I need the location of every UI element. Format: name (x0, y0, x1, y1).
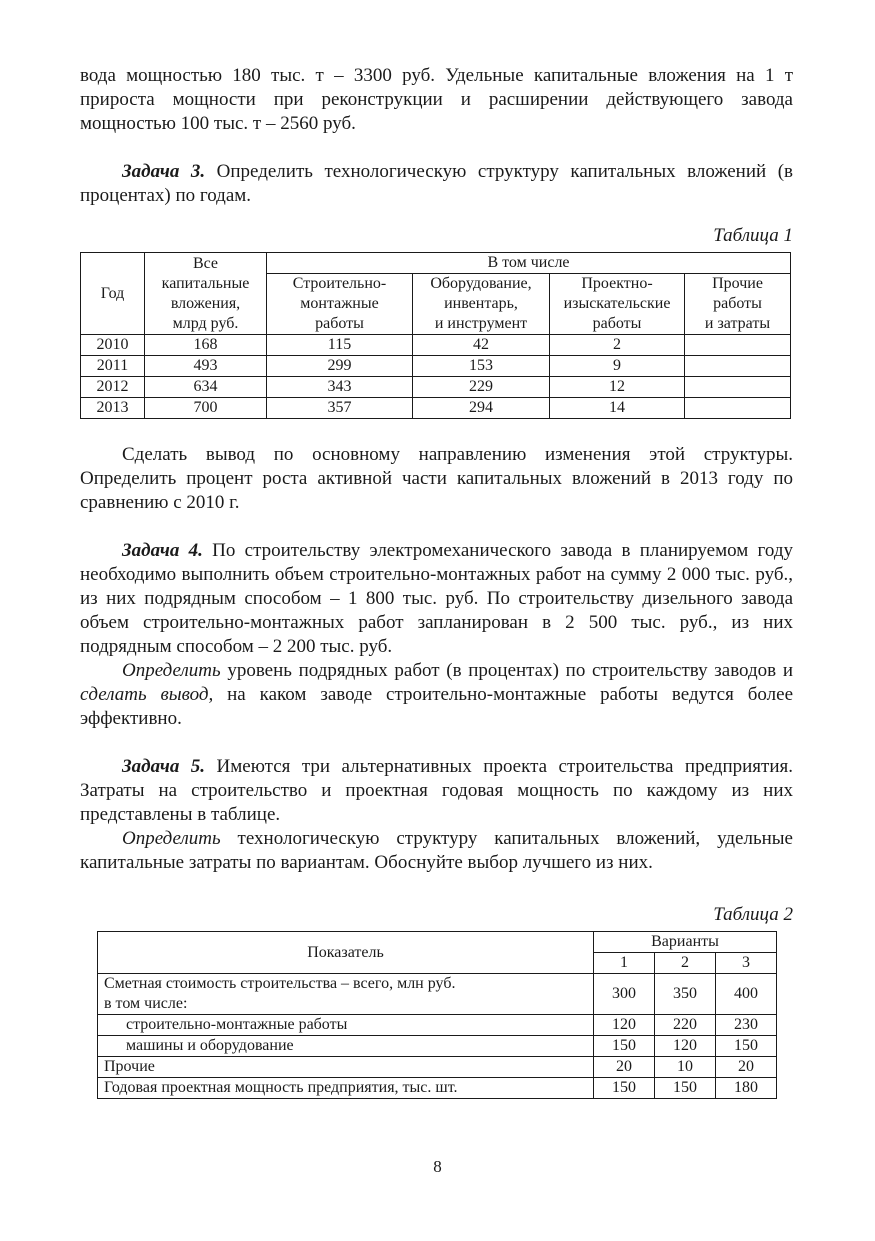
h4-l2: работы (713, 295, 762, 312)
row1-line2: в том числе: (104, 995, 188, 1012)
cell (685, 335, 791, 356)
cell: 120 (655, 1036, 716, 1057)
table1-header-group: В том числе (267, 253, 791, 274)
task5-t: технологическую структуру капитальных вложений, удельные капитальные затраты по вариантам. Обоснуйте выбор лучшего из них. (80, 828, 793, 873)
cell: 150 (594, 1036, 655, 1057)
table1 (80, 252, 791, 419)
variant-3: 3 (716, 953, 777, 974)
task4-em2: сделать вывод, (80, 684, 214, 705)
h3-l2: изыскательские (563, 295, 671, 312)
table-row (81, 398, 791, 419)
table1-header-total (145, 253, 267, 335)
h-total-l2: капитальные (161, 274, 250, 292)
cell: 150 (655, 1078, 716, 1099)
task5-label: Задача 5. (122, 756, 206, 777)
table-row (81, 335, 791, 356)
task5-paragraph-2 (80, 827, 793, 875)
table-row (81, 356, 791, 377)
cell: 343 (267, 377, 413, 398)
task4-text: По строительству электромеханического завода в планируемом году необходимо выполнить объем строительно-монтажных работ на сумму 2 000 тыс. руб., из них подрядным способом – 1 800 тыс. руб. По строительству дизельного завода объем строительно-монтажных работ запланирован в 2 500 тыс. руб., из них подрядным способом – 2 200 тыс. руб. (80, 540, 793, 657)
cell (685, 356, 791, 377)
task4-em1: Определить (122, 660, 221, 681)
h-total-l4: млрд руб. (172, 314, 239, 332)
task4-t1: уровень подрядных работ (в процентах) по строительству заводов и (220, 660, 793, 681)
variant-2: 2 (655, 953, 716, 974)
row-label: Прочие (98, 1057, 594, 1078)
cell: 220 (655, 1015, 716, 1036)
h1-l2: монтажные (300, 295, 379, 312)
row1-label (98, 974, 594, 1015)
table-row (98, 1078, 777, 1099)
cell: 20 (716, 1057, 777, 1078)
cell: 300 (594, 974, 655, 1015)
after-table1-paragraph: Сделать вывод по основному направлению изменения этой структуры. Определить процент роста активной части капитальных вложений в 2013 году по сравнению с 2010 г. (80, 444, 793, 513)
cell: 299 (267, 356, 413, 377)
cell: 2010 (81, 335, 145, 356)
cell: 150 (716, 1036, 777, 1057)
task5-text: Имеются три альтернативных проекта строительства предприятия. Затраты на строительство и проектная годовая мощность по каждому из них представлены в таблице. (80, 756, 793, 825)
cell: 14 (550, 398, 685, 419)
h3-l1: Проектно- (581, 275, 653, 292)
table2 (97, 931, 777, 1099)
cell: 493 (145, 356, 267, 377)
table1-header-col3 (550, 274, 685, 335)
cell: 180 (716, 1078, 777, 1099)
cell: 153 (413, 356, 550, 377)
cell: 700 (145, 398, 267, 419)
task3-paragraph (80, 160, 793, 208)
page-number: 8 (433, 1157, 442, 1176)
h4-l3: и затраты (704, 315, 771, 332)
table2-caption: Таблица 2 (713, 904, 793, 925)
cell: 294 (413, 398, 550, 419)
task5-paragraph (80, 755, 793, 827)
cell: 10 (655, 1057, 716, 1078)
task4-t2: на каком заводе строительно-монтажные работы ведутся более эффективно. (80, 684, 794, 729)
row-label: машины и оборудование (98, 1036, 594, 1057)
task4-paragraph-2 (80, 659, 793, 731)
table1-header-col4 (685, 274, 791, 335)
cell: 9 (550, 356, 685, 377)
table-row (98, 1015, 777, 1036)
cell: 229 (413, 377, 550, 398)
h3-l3: работы (592, 315, 642, 332)
task3-text: Определить технологическую структуру капитальных вложений (в процентах) по годам. (80, 161, 793, 206)
h2-l2: инвентарь, (444, 295, 518, 312)
table2-header-variants: Варианты (594, 932, 777, 953)
h-total-l1: Все (192, 254, 219, 272)
cell: 2 (550, 335, 685, 356)
cell (685, 398, 791, 419)
h2-l3: и инструмент (434, 315, 528, 332)
cell: 150 (594, 1078, 655, 1099)
cell: 350 (655, 974, 716, 1015)
cell: 634 (145, 377, 267, 398)
cell: 357 (267, 398, 413, 419)
row1-line1: Сметная стоимость строительства – всего, млн руб. (104, 975, 456, 992)
cell: 12 (550, 377, 685, 398)
task5-em: Определить (122, 828, 221, 849)
cell: 230 (716, 1015, 777, 1036)
page-content (80, 64, 793, 1099)
table-row (98, 1057, 777, 1078)
table1-header-year: Год (81, 253, 145, 335)
cell: 42 (413, 335, 550, 356)
h1-l3: работы (315, 315, 364, 332)
h2-l1: Оборудование, (430, 275, 532, 292)
h1-l1: Строительно- (292, 275, 387, 292)
cell: 400 (716, 974, 777, 1015)
table-row (98, 1036, 777, 1057)
row-label: строительно-монтажные работы (98, 1015, 594, 1036)
h-total-l3: вложения, (170, 294, 241, 312)
task4-paragraph (80, 539, 793, 659)
cell: 115 (267, 335, 413, 356)
table1-header-col1 (267, 274, 413, 335)
cell: 2011 (81, 356, 145, 377)
cell (685, 377, 791, 398)
table2-header-indicator: Показатель (98, 932, 594, 974)
table-row (81, 377, 791, 398)
h4-l1: Прочие (712, 275, 763, 292)
cell: 20 (594, 1057, 655, 1078)
table-row (98, 974, 777, 1015)
cell: 2013 (81, 398, 145, 419)
task3-label: Задача 3. (122, 161, 206, 182)
variant-1: 1 (594, 953, 655, 974)
task4-label: Задача 4. (122, 540, 203, 561)
intro-paragraph: вода мощностью 180 тыс. т – 3300 руб. Удельные капитальные вложения на 1 т прироста мощности при реконструкции и расширении действующего завода мощностью 100 тыс. т – 2560 руб. (80, 65, 793, 134)
table1-header-col2 (413, 274, 550, 335)
cell: 2012 (81, 377, 145, 398)
cell: 120 (594, 1015, 655, 1036)
cell: 168 (145, 335, 267, 356)
row-label: Годовая проектная мощность предприятия, тыс. шт. (98, 1078, 594, 1099)
table1-caption: Таблица 1 (713, 225, 793, 246)
